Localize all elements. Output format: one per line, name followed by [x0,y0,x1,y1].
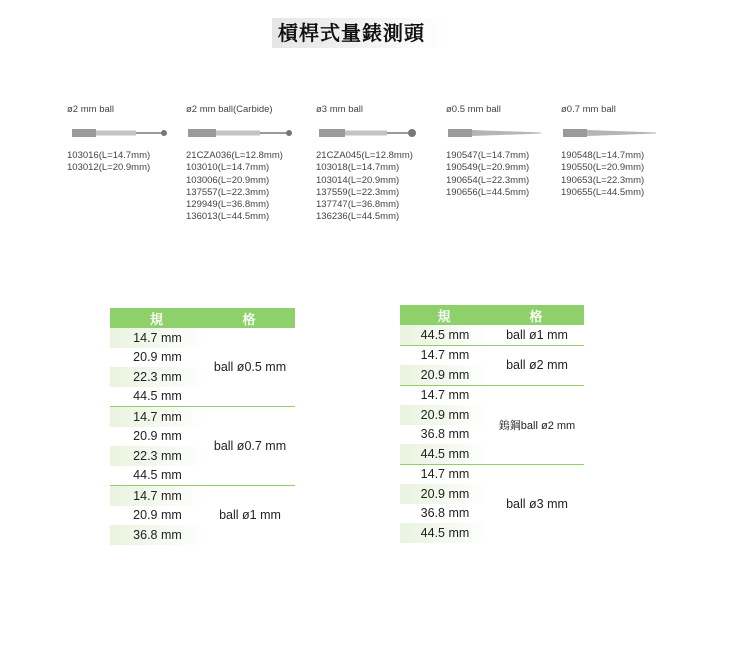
table-row [110,486,295,506]
size-cell: 14.7 mm [400,385,490,405]
ball-spec-cell: ball ø3 mm [490,464,584,543]
probe-column-2mm-ball [67,104,197,175]
table-header-cell: 規 [400,305,490,325]
probe-codes [67,150,197,175]
table-row [400,345,584,365]
size-cell: 20.9 mm [133,508,182,523]
probe-column-3mm-ball [316,104,446,224]
probe-codes [561,150,691,199]
probe-label: ø0.5 mm ball [446,104,501,115]
probe-code: 103010(L=14.7mm) [186,162,270,174]
spec-table-right [400,305,584,543]
probe-code: 103016(L=14.7mm) [67,150,151,161]
size-cell: 20.9 mm [400,365,490,385]
table-row [110,407,295,427]
size-cell: 20.9 mm [133,350,182,365]
size-cell: 14.7 mm [110,328,205,348]
probe-code: 136013(L=44.5mm) [186,211,270,223]
probe-code: 190547(L=14.7mm) [446,150,530,161]
probe-code: 129949(L=36.8mm) [186,199,270,211]
probe-label: ø0.7 mm ball [561,104,616,115]
table-header-cell: 格 [205,308,295,328]
probe-code: 190549(L=20.9mm) [446,162,530,174]
size-cell: 20.9 mm [400,405,490,425]
ball-spec-cell: ball ø1 mm [506,327,568,342]
size-cell: 36.8 mm [420,427,470,442]
probe-0-7mm-ball-image [561,124,671,142]
ball-spec-cell: ball ø0.7 mm [205,407,295,486]
probe-code: 21CZA036(L=12.8mm) [186,150,283,161]
probe-code: 103018(L=14.7mm) [316,162,400,174]
table-row [400,325,584,345]
size-cell: 44.5 mm [400,523,490,543]
table-header-cell: 規 [110,308,205,328]
size-cell: 14.7 mm [400,464,490,484]
probe-2mm-carbide-image [186,124,301,142]
size-cell: 20.9 mm [400,484,490,504]
size-cell: 36.8 mm [420,506,470,521]
probe-code: 137557(L=22.3mm) [186,186,270,198]
probe-codes [186,150,316,224]
page-title: 槓桿式量錶測頭 [272,18,448,48]
probe-codes [446,150,576,199]
size-cell: 14.7 mm [110,407,205,427]
size-cell: 14.7 mm [110,486,205,506]
probe-3mm-ball-image [316,124,426,142]
probe-code: 137559(L=22.3mm) [316,186,400,198]
probe-label: ø2 mm ball [67,104,114,115]
probe-2mm-ball-image [67,124,177,142]
ball-spec-cell: ball ø0.5 mm [213,360,287,374]
probe-code: 190656(L=44.5mm) [446,186,530,198]
spec-table-left [110,308,295,545]
probe-column-2mm-carbide [186,104,316,224]
probe-0-5mm-ball-image [446,124,556,142]
probe-label: ø3 mm ball [316,104,363,115]
probe-code: 190548(L=14.7mm) [561,150,645,161]
probe-code: 103006(L=20.9mm) [186,174,270,186]
probe-label: ø2 mm ball(Carbide) [186,104,273,115]
table-row [110,328,295,348]
probe-code: 190653(L=22.3mm) [561,174,645,186]
probe-code: 190655(L=44.5mm) [561,186,645,198]
table-header-row [400,305,584,325]
probe-code: 103012(L=20.9mm) [67,162,151,174]
size-cell: 44.5 mm [400,325,490,345]
size-cell: 14.7 mm [400,345,490,365]
table-row [400,464,584,484]
probe-column-0-5mm-ball [446,104,576,199]
table-header-cell: 格 [490,305,584,325]
ball-spec-cell: ball ø2 mm [490,345,584,385]
probe-code: 190654(L=22.3mm) [446,174,530,186]
probe-codes [316,150,446,224]
probe-code: 190550(L=20.9mm) [561,162,645,174]
size-cell: 44.5 mm [133,389,182,404]
probe-code: 103014(L=20.9mm) [316,174,400,186]
size-cell: 44.5 mm [400,444,490,464]
size-cell: 36.8 mm [110,525,205,545]
ball-spec-cell: 鎢鋼ball ø2 mm [490,385,584,464]
size-cell: 20.9 mm [133,429,182,444]
probe-code: 137747(L=36.8mm) [316,199,400,211]
probe-column-0-7mm-ball [561,104,691,199]
ball-spec-cell: ball ø1 mm [205,486,295,545]
size-cell: 44.5 mm [133,468,182,483]
table-header-row [110,308,295,328]
size-cell: 22.3 mm [110,446,205,466]
table-row [400,385,584,405]
probe-code: 136236(L=44.5mm) [316,211,400,223]
size-cell: 22.3 mm [110,367,205,387]
probe-code: 21CZA045(L=12.8mm) [316,150,413,161]
